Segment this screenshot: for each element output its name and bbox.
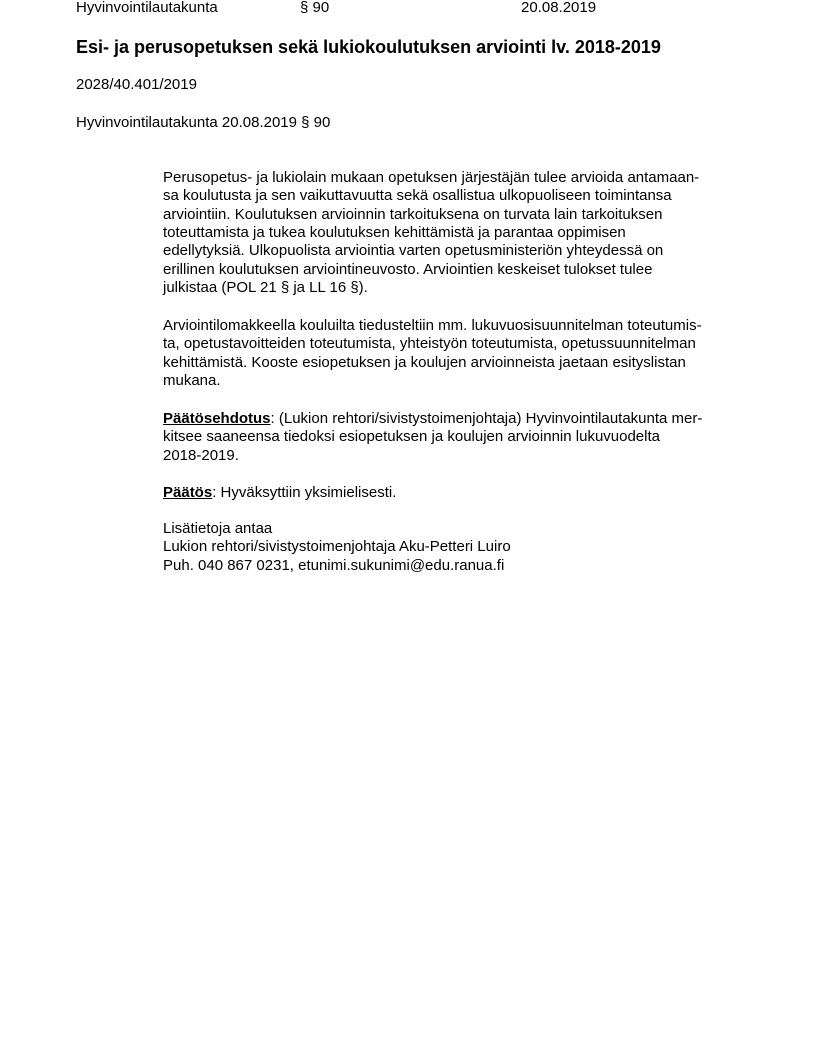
decision-label: Päätös — [163, 484, 213, 501]
record-number: 2028/40.401/2019 — [76, 76, 197, 93]
contact-info — [163, 520, 511, 575]
decision-text: : Hyväksyttiin yksimielisesti. — [212, 484, 397, 501]
paragraph-2 — [163, 317, 702, 390]
text-line: Arviointilomakkeella kouluilta tiedusteltiin mm. lukuvuosisuunnitelman toteutumis- — [163, 317, 702, 334]
proposal-text: : (Lukion rehtori/sivistystoimenjohtaja) Hyvinvointilautakunta mer- — [270, 410, 703, 427]
decision — [163, 484, 396, 502]
text-line: erillinen koulutuksen arviointineuvosto. Arviointien keskeiset tulokset tulee — [163, 260, 653, 278]
decision-proposal — [163, 410, 702, 465]
text-line: arviointiin. Koulutuksen arvioinnin tarkoituksena on turvata lain tarkoituksen — [163, 205, 663, 223]
contact-details: Puh. 040 867 0231, etunimi.sukunimi@edu.ranua.fi — [163, 556, 505, 574]
text-line: mukana. — [163, 372, 221, 390]
document-title: Esi- ja perusopetuksen sekä lukiokoulutuksen arviointi lv. 2018-2019 — [76, 37, 661, 57]
text-line: edellytyksiä. Ulkopuolista arviointia varten opetusministeriön yhteydessä on — [163, 242, 664, 260]
header-date: 20.08.2019 — [521, 0, 597, 16]
text-line: Perusopetus- ja lukiolain mukaan opetuksen järjestäjän tulee arvioida antamaan- — [163, 169, 700, 186]
text-line: kitsee saaneensa tiedoksi esiopetuksen ja koulujen arvioinnin lukuvuodelta — [163, 428, 660, 446]
text-line: toteuttamista ja tukea koulutuksen kehittämistä ja parantaa oppimisen — [163, 224, 626, 242]
header-section: § 90 — [300, 0, 330, 16]
paragraph-1 — [163, 169, 699, 297]
text-line: kehittämistä. Kooste esiopetuksen ja koulujen arvioinneista jaetaan esityslistan — [163, 353, 686, 371]
proposal-label: Päätösehdotus — [163, 410, 271, 427]
text-line: julkistaa (POL 21 § ja LL 16 §). — [163, 279, 368, 297]
contact-heading: Lisätietoja antaa — [163, 520, 273, 537]
text-line: ta, opetustavoitteiden toteutumista, yhteistyön toteutumista, opetussuunnitelman — [163, 335, 696, 353]
text-line: sa koulutusta ja sen vaikuttavuutta sekä osallistua ulkopuoliseen toimintansa — [163, 187, 672, 205]
contact-person: Lukion rehtori/sivistystoimenjohtaja Aku-Petteri Luiro — [163, 538, 511, 556]
header-committee: Hyvinvointilautakunta — [76, 0, 218, 16]
text-line: 2018-2019. — [163, 446, 239, 464]
meeting-reference: Hyvinvointilautakunta 20.08.2019 § 90 — [76, 114, 331, 131]
